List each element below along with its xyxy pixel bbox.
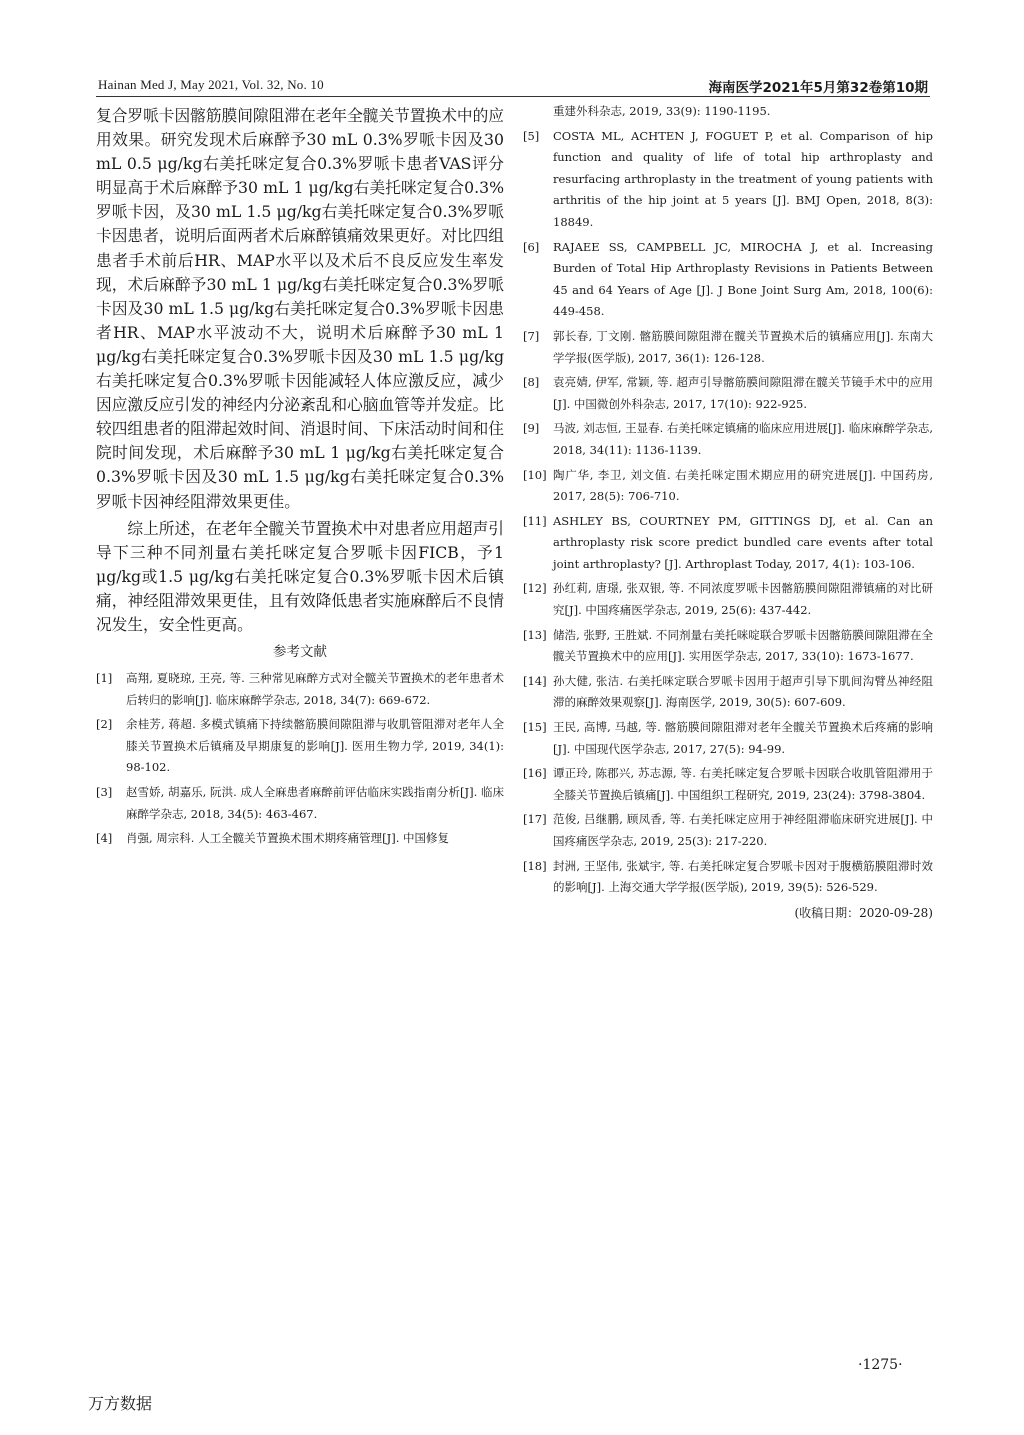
reference-number: [5]: [523, 128, 540, 143]
reference-item: [523, 856, 933, 899]
reference-item: [523, 372, 933, 415]
reference-number: [16]: [523, 766, 547, 781]
reference-text: 肖强, 周宗科. 人工全髋关节置换术围术期疼痛管理[J]. 中国修复: [126, 831, 450, 846]
references-right: [523, 126, 933, 899]
reference-item: [96, 668, 504, 711]
reference-number: [7]: [523, 328, 540, 343]
reference-item: [96, 714, 504, 779]
reference-text: 范俊, 吕继鹏, 顾凤香, 等. 右美托咪定应用于神经阻滞临床研究进展[J]. 中国疼痛医学杂志, 2019, 25(3): 217-220.: [553, 812, 933, 848]
conclusion-paragraph: 综上所述，在老年全髋关节置换术中对患者应用超声引导下三种不同剂量右美托咪定复合罗哌卡因FICB，予1 μg/kg或1.5 μg/kg右美托咪定复合0.3%罗哌卡因术后镇痛，神经阻滞效果更佳，且有效降低患者实施麻醉后不良情况发生，安全性更高。: [96, 518, 504, 634]
reference-text: 孙红莉, 唐璟, 张双银, 等. 不同浓度罗哌卡因髂筋膜间隙阻滞镇痛的对比研究[J]. 中国疼痛医学杂志, 2019, 25(6): 437-442.: [553, 581, 933, 618]
reference-text: 赵雪娇, 胡嘉乐, 阮洪. 成人全麻患者麻醉前评估临床实践指南分析[J]. 临床麻醉学杂志, 2018, 34(5): 463-467.: [126, 785, 504, 821]
reference-text: 陶广华, 李卫, 刘文值. 右美托咪定围术期应用的研究进展[J]. 中国药房, 2017, 28(5): 706-710.: [553, 467, 933, 504]
references-left: [96, 668, 504, 850]
watermark: 万方数据: [88, 1394, 153, 1413]
received-date: (收稿日期：2020-09-28): [794, 905, 933, 920]
right-column: [523, 104, 933, 924]
reference-item: [523, 578, 933, 621]
reference-text: 马波, 刘志恒, 王显春. 右美托咪定镇痛的临床应用进展[J]. 临床麻醉学杂志, 2018, 34(11): 1136-1139.: [553, 421, 933, 457]
reference-number: [12]: [523, 581, 547, 596]
reference-item: [523, 763, 933, 806]
reference-text: 王民, 高博, 马越, 等. 髂筋膜间隙阻滞对老年全髋关节置换术后疼痛的影响[J]. 中国现代医学杂志, 2017, 27(5): 94-99.: [553, 720, 933, 756]
reference-number: [14]: [523, 673, 547, 688]
reference-text: 袁亮婧, 伊军, 常颖, 等. 超声引导髂筋膜间隙阻滞在髋关节镜手术中的应用[J]. 中国微创外科杂志, 2017, 17(10): 922-925.: [553, 375, 933, 411]
reference-text: 储浩, 张野, 王胜斌. 不同剂量右美托咪啶联合罗哌卡因髂筋膜间隙阻滞在全髋关节置换术中的应用[J]. 实用医学杂志, 2017, 33(10): 1673-1677.: [553, 627, 933, 664]
reference-item: [523, 809, 933, 852]
reference-number: [10]: [523, 467, 547, 482]
reference-text: COSTA ML, ACHTEN J, FOGUET P, et al. Comparison of hip function and quality of life of total hip arthroplasty and resurfacing arthroplasty in the treatment of young patients with arthritis of the hip joint at 5 years [J]. BMJ Open, 2018, 8(3): 18849.: [553, 128, 933, 229]
reference-number: [13]: [523, 627, 547, 642]
reference-text: ASHLEY BS, COURTNEY PM, GITTINGS DJ, et al. Can an arthroplasty risk score predict bundled care events after total joint arthroplasty? [J]. Arthroplast Today, 2017, 4(1): 103-106.: [553, 513, 933, 571]
reference-item: [523, 326, 933, 369]
reference-item: [523, 237, 933, 323]
reference-text: RAJAEE SS, CAMPBELL JC, MIROCHA J, et al. Increasing Burden of Total Hip Arthroplasty Revisions in Patients Between 45 and 64 Years of Age [J]. J Bone Joint Surg Am, 2018, 100(6): 449-458.: [553, 239, 933, 319]
reference-number: [8]: [523, 375, 540, 390]
reference-number: [15]: [523, 720, 547, 735]
references-title: 参考文献: [273, 644, 327, 661]
left-column: [96, 104, 504, 853]
reference-item: [523, 625, 933, 668]
reference-number: [11]: [523, 513, 547, 528]
reference-text: 郭长春, 丁文刚. 髂筋膜间隙阻滞在髋关节置换术后的镇痛应用[J]. 东南大学学报(医学版), 2017, 36(1): 126-128.: [553, 328, 933, 365]
reference-text: 封洲, 王坚伟, 张斌宇, 等. 右美托咪定复合罗哌卡因对于腹横筋膜阻滞时效的影响[J]. 上海交通大学学报(医学版), 2019, 39(5): 526-529.: [553, 858, 933, 895]
reference-item: [523, 465, 933, 508]
reference-number: [6]: [523, 239, 540, 254]
page-number: ·1275·: [858, 1357, 903, 1373]
reference-number: [3]: [96, 785, 113, 800]
reference-number: [4]: [96, 831, 113, 846]
reference-number: [17]: [523, 812, 547, 827]
running-header-right: 海南医学2021年5月第32卷第10期: [708, 80, 928, 96]
reference-item: [96, 828, 504, 850]
reference-number: [9]: [523, 421, 540, 436]
reference-item: [523, 418, 933, 461]
reference-item: [96, 782, 504, 825]
reference-item: [523, 511, 933, 576]
reference-number: [1]: [96, 671, 113, 686]
reference-text: 高翔, 夏晓琼, 王亮, 等. 三种常见麻醉方式对全髋关节置换术的老年患者术后转归的影响[J]. 临床麻醉学杂志, 2018, 34(7): 669-672.: [126, 671, 504, 707]
reference-number: [2]: [96, 717, 113, 732]
reference-continuation: 重建外科杂志, 2019, 33(9): 1190-1195.: [553, 104, 771, 118]
reference-text: 余桂芳, 蒋超. 多模式镇痛下持续髂筋膜间隙阻滞与收肌管阻滞对老年人全膝关节置换术后镇痛及早期康复的影响[J]. 医用生物力学, 2019, 34(1): 98-102.: [126, 717, 504, 775]
reference-item: [523, 671, 933, 714]
header-rule: [96, 96, 930, 97]
reference-item: [523, 126, 933, 234]
reference-text: 孙大健, 张洁. 右美托咪定联合罗哌卡因用于超声引导下肌间沟臂丛神经阻滞的麻醉效果观察[J]. 海南医学, 2019, 30(5): 607-609.: [553, 673, 933, 710]
body-paragraph: 复合罗哌卡因髂筋膜间隙阻滞在老年全髋关节置换术中的应用效果。研究发现术后麻醉予30 mL 0.3%罗哌卡因及30 mL 0.5 μg/kg右美托咪定复合0.3%罗哌卡患者VAS评分明显高于术后麻醉予30 mL 1 μg/kg右美托咪定复合0.3%罗哌卡因，及30 mL 1.5 μg/kg右美托咪定复合0.3%罗哌卡因患者，说明后面两者术后麻醉镇痛效果更好。对比四组患者手术前后HR、MAP水平以及术后不良反应发生率发现，术后麻醉予30 mL 1 μg/kg右美托咪定复合0.3%罗哌卡因及30 mL 1.5 μg/kg右美托咪定复合0.3%罗哌卡因患者HR、MAP水平波动不大，说明术后麻醉予30 mL 1 μg/kg右美托咪定复合0.3%罗哌卡因及30 mL 1.5 μg/kg右美托咪定复合0.3%罗哌卡因能减轻人体应激反应，减少因应激反应引发的神经内分泌紊乱和心脑血管等并发症。比较四组患者的阻滞起效时间、消退时间、下床活动时间和住院时间发现，术后麻醉予30 mL 1 μg/kg右美托咪定复合0.3%罗哌卡因及30 mL 1.5 μg/kg右美托咪定复合0.3%罗哌卡因神经阻滞效果更佳。: [96, 106, 504, 511]
reference-number: [18]: [523, 858, 547, 873]
running-header-left: Hainan Med J, May 2021, Vol. 32, No. 10: [98, 77, 324, 92]
reference-item: [523, 717, 933, 760]
reference-text: 谭正玲, 陈郡兴, 苏志源, 等. 右美托咪定复合罗哌卡因联合收肌管阻滞用于全膝关节置换后镇痛[J]. 中国组织工程研究, 2019, 23(24): 3798-3804.: [553, 766, 933, 802]
